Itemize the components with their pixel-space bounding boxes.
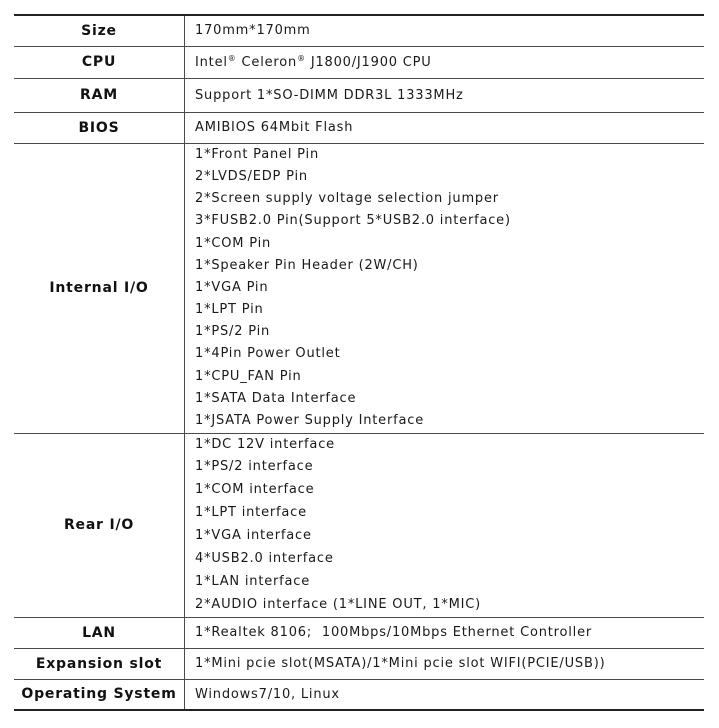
spec-value-internal-io — [185, 143, 705, 433]
spec-value-bios: AMIBIOS 64Mbit Flash — [185, 112, 705, 143]
spec-table — [14, 14, 704, 711]
list-item: 1*DC 12V interface — [195, 436, 335, 452]
registered-mark: ® — [227, 53, 237, 63]
spec-value-ram: Support 1*SO-DIMM DDR3L 1333MHz — [185, 78, 705, 112]
list-item: 1*PS/2 interface — [195, 459, 314, 475]
spec-row-ram — [14, 78, 704, 112]
list-item: 2*LVDS/EDP Pin — [195, 168, 308, 184]
list-item: 1*4Pin Power Outlet — [195, 346, 341, 362]
list-item: 1*LPT interface — [195, 505, 307, 521]
spec-label-operating-system: Operating System — [14, 679, 185, 710]
list-item: 4*USB2.0 interface — [195, 550, 334, 566]
spec-label-expansion-slot: Expansion slot — [14, 648, 185, 679]
cpu-brand: Intel — [195, 54, 228, 70]
spec-label-bios: BIOS — [14, 112, 185, 143]
spec-label-rear-io: Rear I/O — [14, 433, 185, 617]
list-item: 1*LPT Pin — [195, 302, 264, 318]
list-item: 1*PS/2 Pin — [195, 324, 271, 340]
list-item: 1*Speaker Pin Header (2W/CH) — [195, 257, 419, 273]
spec-value-operating-system: Windows7/10, Linux — [185, 679, 705, 710]
spec-label-cpu: CPU — [14, 46, 185, 78]
list-item: 1*Front Panel Pin — [195, 146, 319, 162]
spec-row-cpu — [14, 46, 704, 78]
list-item: 1*COM interface — [195, 482, 315, 498]
list-item: 1*JSATA Power Supply Interface — [195, 413, 425, 429]
list-item: 1*LAN interface — [195, 573, 311, 589]
spec-value-expansion-slot: 1*Mini pcie slot(MSATA)/1*Mini pcie slot WIFI(PCIE/USB)) — [185, 648, 705, 679]
list-item: 1*CPU_FAN Pin — [195, 368, 302, 384]
spec-row-internal-io — [14, 143, 704, 433]
list-item: 2*Screen supply voltage selection jumper — [195, 191, 499, 207]
list-item: 1*VGA Pin — [195, 279, 269, 295]
spec-value-cpu — [185, 46, 705, 78]
list-item: 2*AUDIO interface (1*LINE OUT, 1*MIC) — [195, 596, 482, 612]
spec-value-lan: 1*Realtek 8106; 100Mbps/10Mbps Ethernet Controller — [185, 617, 705, 648]
spec-row-size — [14, 15, 704, 46]
registered-mark: ® — [297, 53, 306, 63]
cpu-model: Celeron — [241, 54, 298, 70]
spec-label-ram: RAM — [14, 78, 185, 112]
list-item: 1*COM Pin — [195, 235, 272, 251]
spec-label-size: Size — [14, 15, 185, 46]
spec-value-rear-io — [185, 433, 705, 617]
cpu-rest: J1800/J1900 CPU — [310, 54, 432, 70]
spec-row-rear-io — [14, 433, 704, 617]
spec-row-operating-system — [14, 679, 704, 710]
spec-label-lan: LAN — [14, 617, 185, 648]
spec-label-internal-io: Internal I/O — [14, 143, 185, 433]
spec-row-expansion-slot — [14, 648, 704, 679]
list-item: 1*SATA Data Interface — [195, 390, 357, 406]
spec-row-lan — [14, 617, 704, 648]
spec-value-size: 170mm*170mm — [185, 15, 705, 46]
spec-row-bios — [14, 112, 704, 143]
list-item: 1*VGA interface — [195, 528, 312, 544]
list-item: 3*FUSB2.0 Pin(Support 5*USB2.0 interface) — [195, 213, 511, 229]
